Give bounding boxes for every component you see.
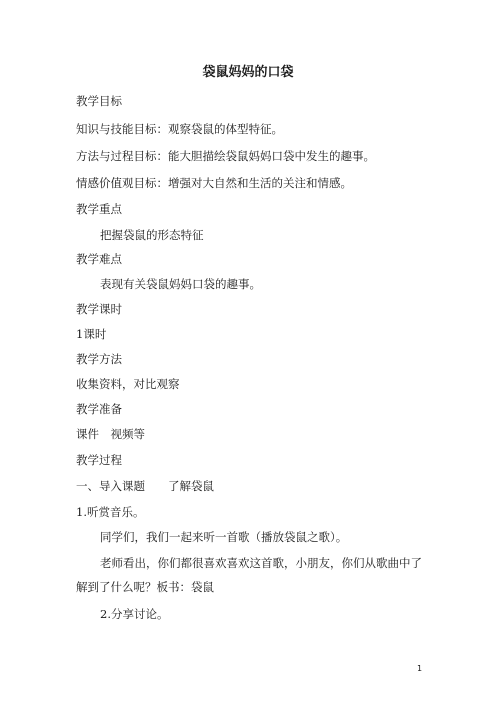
goal-emotion-values: 情感价值观目标：增强对大自然和生活的关注和情感。	[76, 176, 352, 190]
class-hours-text: 1课时	[76, 327, 107, 341]
heading-methods: 教学方法	[76, 352, 122, 366]
methods-text: 收集资料，对比观察	[76, 377, 180, 391]
goal-knowledge-skills: 知识与技能目标：观察袋鼠的体型特征。	[76, 122, 283, 136]
heading-class-hours: 教学课时	[76, 302, 122, 316]
heading-teaching-goals: 教学目标	[76, 94, 122, 108]
heading-preparation: 教学准备	[76, 402, 122, 416]
paragraph-teacher-observation: 老师看出，你们都很喜欢喜欢这首歌，小朋友，你们从歌曲中了解到了什么呢？板书：袋鼠	[76, 556, 422, 594]
difficulty-text: 表现有关袋鼠妈妈口袋的趣事。	[100, 277, 261, 291]
goal-method-process: 方法与过程目标：能大胆描绘袋鼠妈妈口袋中发生的趣事。	[76, 149, 375, 163]
key-point-text: 把握袋鼠的形态特征	[100, 228, 204, 242]
heading-difficulties: 教学难点	[76, 252, 122, 266]
preparation-text: 课件 视频等	[76, 427, 145, 441]
heading-key-points: 教学重点	[76, 202, 122, 216]
step-share-discuss: 2.分享讨论。	[100, 607, 169, 621]
section-intro: 一、导入课题 了解袋鼠	[76, 479, 214, 493]
step-listen-music: 1.听赏音乐。	[76, 505, 145, 519]
page-number: 1	[417, 664, 423, 673]
document-title: 袋鼠妈妈的口袋	[202, 65, 294, 80]
paragraph-listen-song: 同学们，我们一起来听一首歌（播放袋鼠之歌）。	[100, 530, 348, 544]
heading-process: 教学过程	[76, 453, 122, 467]
